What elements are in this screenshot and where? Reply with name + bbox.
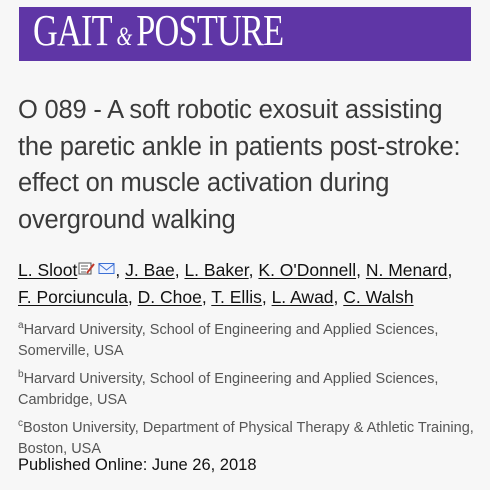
affiliation xyxy=(18,315,478,362)
journal-banner[interactable] xyxy=(19,7,471,61)
edit-note-icon[interactable] xyxy=(78,262,95,275)
affiliation-text: Harvard University, School of Engineering and Applied Sciences, Somerville, USA xyxy=(18,322,439,359)
journal-name-part2: POSTURE xyxy=(136,6,284,55)
affiliation-text: Harvard University, School of Engineering and Applied Sciences, Cambridge, USA xyxy=(18,371,439,408)
author-link[interactable]: L. Baker xyxy=(184,260,249,280)
author-link[interactable]: F. Porciuncula xyxy=(18,287,128,307)
author-icons xyxy=(78,262,115,275)
author-link[interactable]: N. Menard xyxy=(365,260,448,280)
article-title: O 089 - A soft robotic exosuit assisting the paretic ankle in patients post-stroke: effect on muscle activation during overground walking xyxy=(18,96,461,234)
author-link[interactable]: L. Awad xyxy=(271,287,334,307)
journal-logo xyxy=(33,4,283,64)
journal-name-part1: GAIT xyxy=(33,6,112,55)
author-link[interactable]: C. Walsh xyxy=(343,287,414,307)
affiliation xyxy=(18,364,478,411)
affiliation xyxy=(18,413,478,460)
affiliation-label: a xyxy=(18,320,24,331)
affiliation-text: Boston University, Department of Physical Therapy & Athletic Training, Boston, USA xyxy=(18,420,474,457)
affiliation-label: c xyxy=(18,418,23,429)
author-link[interactable]: K. O'Donnell xyxy=(258,260,357,280)
author-link[interactable]: D. Choe xyxy=(137,287,202,307)
affiliation-list xyxy=(18,315,478,462)
journal-ampersand: & xyxy=(116,22,132,51)
author-list: L. Sloot , J. Bae, L. Baker, K. O'Donnell, N. Menard, F. Porciuncula, D. Choe, T. Ellis, L. Awad, C. Walsh xyxy=(18,260,453,307)
affiliation-label: b xyxy=(18,369,24,380)
author-link[interactable]: J. Bae xyxy=(125,260,175,280)
email-icon[interactable] xyxy=(98,262,115,275)
author-link[interactable]: T. Ellis xyxy=(211,287,262,307)
author-link[interactable]: L. Sloot xyxy=(18,260,78,280)
publication-date: Published Online: June 26, 2018 xyxy=(18,456,257,474)
